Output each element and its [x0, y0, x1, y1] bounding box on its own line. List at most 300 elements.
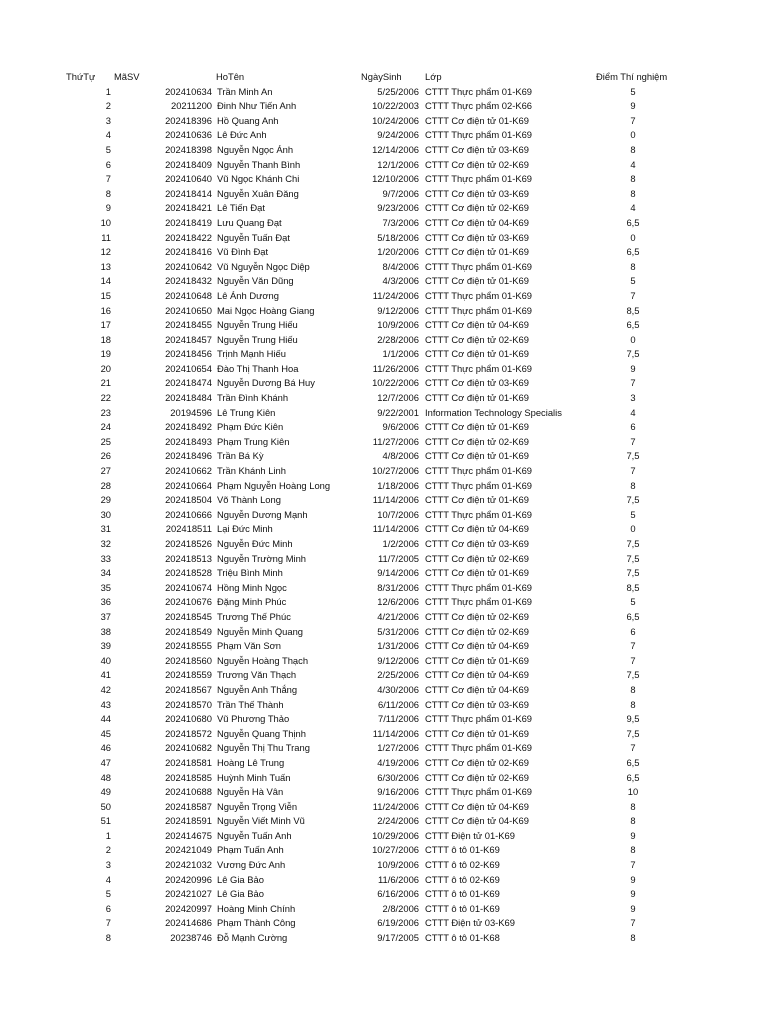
class-cell[interactable]: CTTT Cơ điện tử 04-K69	[425, 815, 529, 827]
date-of-birth-cell[interactable]: 12/7/2006	[377, 392, 419, 404]
lab-score-cell[interactable]: 7,5	[626, 727, 640, 739]
lab-score-cell[interactable]: 7	[630, 114, 636, 126]
lab-score-cell[interactable]: 6,5	[626, 319, 640, 331]
class-cell[interactable]: CTTT Thực phẩm 01-K69	[425, 304, 533, 316]
order-cell[interactable]: 45	[100, 727, 111, 739]
full-name-cell[interactable]: Mai Ngọc Hoàng Giang	[217, 304, 315, 316]
student-id-cell[interactable]: 202421027	[165, 888, 212, 900]
lab-score-cell[interactable]: 7,5	[626, 552, 640, 564]
date-of-birth-cell[interactable]: 10/7/2006	[377, 508, 419, 520]
order-cell[interactable]: 28	[100, 479, 111, 491]
class-cell[interactable]: CTTT Cơ điện tử 01-K69	[425, 727, 529, 739]
lab-score-cell[interactable]: 8	[630, 260, 636, 272]
lab-score-cell[interactable]: 6,5	[626, 216, 640, 228]
class-cell[interactable]: CTTT Cơ điện tử 04-K69	[425, 216, 529, 228]
student-id-cell[interactable]: 202414686	[165, 917, 212, 929]
full-name-cell[interactable]: Nguyễn Trọng Viễn	[217, 800, 298, 812]
date-of-birth-cell[interactable]: 10/9/2006	[377, 859, 419, 871]
full-name-cell[interactable]: Trần Bá Kỳ	[217, 450, 264, 462]
student-id-cell[interactable]: 202410688	[165, 786, 212, 798]
full-name-cell[interactable]: Nguyễn Thanh Bình	[217, 158, 301, 170]
class-cell[interactable]: CTTT Cơ điện tử 03-K69	[425, 187, 529, 199]
date-of-birth-cell[interactable]: 6/11/2006	[377, 698, 419, 710]
date-of-birth-cell[interactable]: 2/8/2006	[382, 902, 419, 914]
date-of-birth-cell[interactable]: 11/14/2006	[372, 727, 419, 739]
full-name-cell[interactable]: Vũ Phương Thảo	[217, 713, 290, 725]
full-name-cell[interactable]: Nguyễn Dương Bá Huy	[217, 377, 315, 389]
lab-score-cell[interactable]: 6,5	[626, 610, 640, 622]
date-of-birth-cell[interactable]: 11/24/2006	[372, 800, 419, 812]
lab-score-cell[interactable]: 6,5	[626, 771, 640, 783]
order-cell[interactable]: 31	[100, 523, 111, 535]
order-cell[interactable]: 1	[105, 829, 111, 841]
class-cell[interactable]: CTTT Thực phẩm 01-K69	[425, 465, 533, 477]
order-cell[interactable]: 24	[100, 421, 111, 433]
lab-score-cell[interactable]: 8	[630, 932, 636, 944]
order-cell[interactable]: 41	[100, 669, 111, 681]
date-of-birth-cell[interactable]: 9/22/2001	[377, 406, 419, 418]
date-of-birth-cell[interactable]: 4/30/2006	[377, 683, 419, 695]
order-cell[interactable]: 46	[100, 742, 111, 754]
class-cell[interactable]: CTTT ô tô 01-K69	[425, 888, 500, 900]
lab-score-cell[interactable]: 9	[630, 888, 636, 900]
student-id-cell[interactable]: 20194596	[170, 406, 212, 418]
full-name-cell[interactable]: Phạm Tuấn Anh	[217, 844, 284, 856]
student-id-cell[interactable]: 202418570	[165, 698, 212, 710]
order-cell[interactable]: 15	[100, 289, 111, 301]
full-name-cell[interactable]: Vũ Nguyễn Ngọc Diệp	[217, 260, 310, 272]
order-cell[interactable]: 42	[100, 683, 111, 695]
full-name-cell[interactable]: Nguyễn Hoàng Thạch	[217, 654, 309, 666]
student-id-cell[interactable]: 202418474	[165, 377, 212, 389]
student-id-cell[interactable]: 202410648	[165, 289, 212, 301]
student-id-cell[interactable]: 202418414	[165, 187, 212, 199]
date-of-birth-cell[interactable]: 9/16/2006	[377, 786, 419, 798]
class-cell[interactable]: CTTT Cơ điện tử 03-K69	[425, 231, 529, 243]
order-cell[interactable]: 19	[100, 348, 111, 360]
student-id-cell[interactable]: 202418526	[165, 538, 212, 549]
order-cell[interactable]: 9	[105, 202, 111, 214]
lab-score-cell[interactable]: 3	[630, 392, 636, 404]
class-cell[interactable]: CTTT Cơ điện tử 01-K69	[425, 392, 529, 404]
class-cell[interactable]: CTTT Thực phẩm 01-K69	[425, 713, 533, 725]
lab-score-cell[interactable]: 10	[627, 786, 639, 798]
date-of-birth-cell[interactable]: 1/1/2006	[382, 348, 419, 360]
order-cell[interactable]: 33	[100, 552, 111, 564]
student-id-cell[interactable]: 202418432	[165, 275, 212, 287]
class-cell[interactable]: CTTT Cơ điện tử 01-K69	[425, 494, 529, 506]
class-cell[interactable]: CTTT Cơ điện tử 03-K69	[425, 698, 529, 710]
lab-score-cell[interactable]: 5	[630, 275, 636, 287]
order-cell[interactable]: 4	[105, 873, 111, 885]
student-id-cell[interactable]: 202421049	[165, 844, 212, 856]
header-full-name[interactable]: HoTên	[216, 71, 245, 82]
order-cell[interactable]: 14	[100, 275, 111, 287]
lab-score-cell[interactable]: 6	[630, 421, 636, 433]
date-of-birth-cell[interactable]: 9/12/2006	[377, 304, 419, 316]
class-cell[interactable]: CTTT Thực phẩm 01-K69	[425, 129, 533, 141]
full-name-cell[interactable]: Phạm Đức Kiên	[217, 421, 284, 433]
order-cell[interactable]: 43	[100, 698, 111, 710]
date-of-birth-cell[interactable]: 12/14/2006	[372, 143, 419, 155]
lab-score-cell[interactable]: 9	[630, 829, 636, 841]
lab-score-cell[interactable]: 4	[630, 202, 636, 214]
date-of-birth-cell[interactable]: 1/18/2006	[377, 479, 419, 491]
class-cell[interactable]: CTTT Cơ điện tử 02-K69	[425, 158, 529, 170]
header-order[interactable]: ThứTự	[66, 71, 96, 82]
order-cell[interactable]: 21	[100, 377, 111, 389]
student-id-cell[interactable]: 202418457	[165, 333, 212, 345]
date-of-birth-cell[interactable]: 9/23/2006	[377, 202, 419, 214]
order-cell[interactable]: 2	[105, 844, 111, 856]
date-of-birth-cell[interactable]: 11/14/2006	[372, 494, 419, 506]
class-cell[interactable]: CTTT Cơ điện tử 02-K69	[425, 202, 529, 214]
order-cell[interactable]: 37	[100, 610, 111, 622]
class-cell[interactable]: CTTT Thực phẩm 01-K69	[425, 289, 533, 301]
full-name-cell[interactable]: Nguyễn Trung Hiếu	[217, 333, 298, 345]
class-cell[interactable]: CTTT Cơ điện tử 04-K69	[425, 523, 529, 535]
class-cell[interactable]: CTTT Thực phẩm 01-K69	[425, 596, 533, 608]
student-id-cell[interactable]: 202418511	[165, 523, 212, 535]
date-of-birth-cell[interactable]: 11/6/2006	[377, 873, 419, 885]
lab-score-cell[interactable]: 7	[630, 742, 636, 754]
student-id-cell[interactable]: 202410664	[165, 479, 212, 491]
student-id-cell[interactable]: 202418455	[165, 319, 212, 331]
student-id-cell[interactable]: 202410654	[165, 362, 212, 374]
class-cell[interactable]: CTTT Cơ điện tử 01-K69	[425, 275, 529, 287]
full-name-cell[interactable]: Lê Trung Kiên	[217, 406, 276, 418]
date-of-birth-cell[interactable]: 4/21/2006	[377, 610, 419, 622]
class-cell[interactable]: CTTT Cơ điện tử 03-K69	[425, 377, 529, 389]
order-cell[interactable]: 51	[100, 815, 111, 827]
order-cell[interactable]: 30	[100, 508, 111, 520]
full-name-cell[interactable]: Đặng Minh Phúc	[217, 596, 287, 608]
date-of-birth-cell[interactable]: 1/31/2006	[377, 640, 419, 652]
class-cell[interactable]: CTTT Cơ điện tử 02-K69	[425, 435, 529, 447]
student-id-cell[interactable]: 202418555	[165, 640, 212, 652]
lab-score-cell[interactable]: 7	[630, 640, 636, 652]
student-id-cell[interactable]: 202418493	[165, 435, 212, 447]
date-of-birth-cell[interactable]: 10/9/2006	[377, 319, 419, 331]
student-id-cell[interactable]: 202420997	[165, 902, 212, 914]
student-id-cell[interactable]: 202418581	[165, 756, 212, 768]
student-id-cell[interactable]: 202418513	[165, 552, 212, 564]
date-of-birth-cell[interactable]: 8/31/2006	[377, 581, 419, 593]
class-cell[interactable]: CTTT Thực phẩm 02-K66	[425, 100, 533, 112]
full-name-cell[interactable]: Trần Minh An	[217, 85, 273, 97]
order-cell[interactable]: 25	[100, 435, 111, 447]
lab-score-cell[interactable]: 8	[630, 479, 636, 491]
date-of-birth-cell[interactable]: 5/18/2006	[377, 231, 419, 243]
class-cell[interactable]: CTTT Điện tử 03-K69	[425, 917, 515, 929]
date-of-birth-cell[interactable]: 4/19/2006	[377, 756, 419, 768]
lab-score-cell[interactable]: 9	[630, 100, 636, 112]
date-of-birth-cell[interactable]: 6/16/2006	[377, 888, 419, 900]
student-id-cell[interactable]: 202410634	[165, 85, 212, 97]
date-of-birth-cell[interactable]: 11/7/2005	[377, 552, 419, 564]
class-cell[interactable]: CTTT Cơ điện tử 04-K69	[425, 683, 529, 695]
full-name-cell[interactable]: Lê Tiến Đạt	[217, 202, 265, 214]
student-id-cell[interactable]: 202410676	[165, 596, 212, 608]
student-id-cell[interactable]: 202418456	[165, 348, 212, 360]
full-name-cell[interactable]: Phạm Văn Sơn	[217, 640, 281, 652]
order-cell[interactable]: 2	[105, 100, 111, 112]
order-cell[interactable]: 29	[100, 494, 111, 506]
date-of-birth-cell[interactable]: 1/27/2006	[377, 742, 419, 754]
order-cell[interactable]: 47	[100, 756, 111, 768]
order-cell[interactable]: 7	[105, 173, 111, 185]
full-name-cell[interactable]: Võ Thành Long	[217, 494, 281, 506]
order-cell[interactable]: 23	[100, 406, 111, 418]
order-cell[interactable]: 35	[100, 581, 111, 593]
order-cell[interactable]: 36	[100, 596, 111, 608]
order-cell[interactable]: 16	[100, 304, 111, 316]
full-name-cell[interactable]: Nguyễn Dương Mạnh	[217, 508, 308, 520]
full-name-cell[interactable]: Phạm Trung Kiên	[217, 435, 290, 447]
lab-score-cell[interactable]: 7,5	[626, 538, 640, 549]
student-id-cell[interactable]: 202418567	[165, 683, 212, 695]
student-id-cell[interactable]: 202421032	[165, 859, 212, 871]
class-cell[interactable]: CTTT Thực phẩm 01-K69	[425, 173, 533, 185]
student-id-cell[interactable]: 202410636	[165, 129, 212, 141]
student-id-cell[interactable]: 202418396	[165, 114, 212, 126]
lab-score-cell[interactable]: 8	[630, 683, 636, 695]
lab-score-cell[interactable]: 7,5	[626, 494, 640, 506]
class-cell[interactable]: CTTT Điện tử 01-K69	[425, 829, 515, 841]
full-name-cell[interactable]: Hoàng Lê Trung	[217, 756, 285, 768]
order-cell[interactable]: 1	[105, 85, 111, 97]
full-name-cell[interactable]: Nguyễn Hà Vân	[217, 786, 284, 798]
header-student-id[interactable]: MãSV	[114, 71, 140, 82]
class-cell[interactable]: CTTT Cơ điện tử 01-K69	[425, 567, 529, 579]
lab-score-cell[interactable]: 4	[630, 406, 636, 418]
date-of-birth-cell[interactable]: 12/1/2006	[377, 158, 419, 170]
order-cell[interactable]: 8	[105, 932, 111, 944]
full-name-cell[interactable]: Trương Thế Phúc	[217, 610, 291, 622]
student-id-cell[interactable]: 202418545	[165, 610, 212, 622]
order-cell[interactable]: 20	[100, 362, 111, 374]
class-cell[interactable]: CTTT Cơ điện tử 01-K69	[425, 450, 529, 462]
class-cell[interactable]: CTTT Cơ điện tử 01-K69	[425, 421, 529, 433]
full-name-cell[interactable]: Nguyễn Trung Hiếu	[217, 319, 298, 331]
student-id-cell[interactable]: 202410642	[165, 260, 212, 272]
date-of-birth-cell[interactable]: 9/6/2006	[382, 421, 419, 433]
student-id-cell[interactable]: 202414675	[165, 829, 212, 841]
full-name-cell[interactable]: Nguyễn Đức Minh	[217, 538, 293, 549]
date-of-birth-cell[interactable]: 6/30/2006	[377, 771, 419, 783]
full-name-cell[interactable]: Trương Văn Thạch	[217, 669, 297, 681]
student-id-cell[interactable]: 202418572	[165, 727, 212, 739]
date-of-birth-cell[interactable]: 11/14/2006	[372, 523, 419, 535]
lab-score-cell[interactable]: 8	[630, 815, 636, 827]
student-id-cell[interactable]: 202418398	[165, 143, 212, 155]
full-name-cell[interactable]: Phạm Nguyễn Hoàng Long	[217, 479, 331, 491]
student-id-cell[interactable]: 202410682	[165, 742, 212, 754]
full-name-cell[interactable]: Nguyễn Viết Minh Vũ	[217, 815, 305, 827]
date-of-birth-cell[interactable]: 7/3/2006	[382, 216, 419, 228]
class-cell[interactable]: CTTT Cơ điện tử 04-K69	[425, 800, 529, 812]
order-cell[interactable]: 3	[105, 114, 111, 126]
class-cell[interactable]: CTTT Thực phẩm 01-K69	[425, 479, 533, 491]
class-cell[interactable]: CTTT ô tô 02-K69	[425, 859, 500, 871]
student-id-cell[interactable]: 202418587	[165, 800, 212, 812]
full-name-cell[interactable]: Triệu Bình Minh	[217, 567, 283, 579]
lab-score-cell[interactable]: 7,5	[626, 669, 640, 681]
lab-score-cell[interactable]: 8	[630, 844, 636, 856]
lab-score-cell[interactable]: 8	[630, 143, 636, 155]
full-name-cell[interactable]: Trần Khánh Linh	[217, 465, 286, 477]
class-cell[interactable]: CTTT Cơ điện tử 01-K69	[425, 654, 529, 666]
class-cell[interactable]: CTTT ô tô 02-K69	[425, 873, 500, 885]
lab-score-cell[interactable]: 6	[630, 625, 636, 637]
full-name-cell[interactable]: Nguyễn Anh Thắng	[217, 683, 298, 695]
order-cell[interactable]: 10	[100, 216, 111, 228]
lab-score-cell[interactable]: 8	[630, 173, 636, 185]
student-id-cell[interactable]: 202418560	[165, 654, 212, 666]
student-id-cell[interactable]: 202418419	[165, 216, 212, 228]
full-name-cell[interactable]: Huỳnh Minh Tuấn	[217, 771, 291, 783]
full-name-cell[interactable]: Vũ Ngọc Khánh Chi	[217, 173, 300, 185]
class-cell[interactable]: CTTT Thực phẩm 01-K69	[425, 260, 533, 272]
class-cell[interactable]: CTTT Cơ điện tử 01-K69	[425, 246, 529, 258]
lab-score-cell[interactable]: 5	[630, 508, 636, 520]
lab-score-cell[interactable]: 6,5	[626, 756, 640, 768]
class-cell[interactable]: CTTT Cơ điện tử 04-K69	[425, 640, 529, 652]
student-id-cell[interactable]: 202418591	[165, 815, 212, 827]
order-cell[interactable]: 3	[105, 859, 111, 871]
full-name-cell[interactable]: Trần Thế Thành	[217, 698, 284, 710]
class-cell[interactable]: CTTT Cơ điện tử 02-K69	[425, 771, 529, 783]
lab-score-cell[interactable]: 0	[630, 523, 636, 535]
class-cell[interactable]: CTTT Thực phẩm 01-K69	[425, 581, 533, 593]
header-lab-score[interactable]: Điểm Thí nghiệm	[596, 71, 668, 82]
full-name-cell[interactable]: Nguyễn Văn Dũng	[217, 275, 294, 287]
date-of-birth-cell[interactable]: 4/8/2006	[382, 450, 419, 462]
order-cell[interactable]: 38	[100, 625, 111, 637]
class-cell[interactable]: CTTT Thực phẩm 01-K69	[425, 742, 533, 754]
date-of-birth-cell[interactable]: 11/27/2006	[372, 435, 419, 447]
date-of-birth-cell[interactable]: 10/22/2006	[372, 377, 419, 389]
lab-score-cell[interactable]: 0	[630, 231, 636, 243]
date-of-birth-cell[interactable]: 9/7/2006	[382, 187, 419, 199]
lab-score-cell[interactable]: 7	[630, 917, 636, 929]
full-name-cell[interactable]: Đào Thị Thanh Hoa	[217, 362, 299, 374]
lab-score-cell[interactable]: 7	[630, 435, 636, 447]
lab-score-cell[interactable]: 0	[630, 333, 636, 345]
student-id-cell[interactable]: 202418492	[165, 421, 212, 433]
order-cell[interactable]: 6	[105, 158, 111, 170]
class-cell[interactable]: CTTT Cơ điện tử 04-K69	[425, 669, 529, 681]
student-id-cell[interactable]: 202418528	[165, 567, 212, 579]
order-cell[interactable]: 49	[100, 786, 111, 798]
full-name-cell[interactable]: Nguyễn Trường Minh	[217, 552, 307, 564]
order-cell[interactable]: 44	[100, 713, 111, 725]
date-of-birth-cell[interactable]: 9/17/2005	[377, 932, 419, 944]
lab-score-cell[interactable]: 7	[630, 859, 636, 871]
class-cell[interactable]: CTTT Cơ điện tử 02-K69	[425, 625, 529, 637]
student-id-cell[interactable]: 202418559	[165, 669, 212, 681]
lab-score-cell[interactable]: 5	[630, 85, 636, 97]
lab-score-cell[interactable]: 7	[630, 289, 636, 301]
full-name-cell[interactable]: Lê Gia Bảo	[217, 888, 264, 900]
lab-score-cell[interactable]: 7	[630, 654, 636, 666]
date-of-birth-cell[interactable]: 10/29/2006	[372, 829, 419, 841]
class-cell[interactable]: CTTT Thực phẩm 01-K69	[425, 786, 533, 798]
date-of-birth-cell[interactable]: 8/4/2006	[382, 260, 419, 272]
lab-score-cell[interactable]: 9	[630, 873, 636, 885]
full-name-cell[interactable]: Nguyễn Ngọc Ánh	[217, 143, 294, 155]
order-cell[interactable]: 5	[105, 143, 111, 155]
order-cell[interactable]: 5	[105, 888, 111, 900]
full-name-cell[interactable]: Nguyễn Minh Quang	[217, 625, 303, 637]
student-id-cell[interactable]: 20238746	[170, 932, 212, 944]
date-of-birth-cell[interactable]: 12/6/2006	[377, 596, 419, 608]
full-name-cell[interactable]: Trần Đình Khánh	[217, 392, 289, 404]
student-id-cell[interactable]: 202418496	[165, 450, 212, 462]
full-name-cell[interactable]: Nguyễn Tuấn Đạt	[217, 231, 290, 243]
class-cell[interactable]: CTTT Cơ điện tử 02-K69	[425, 552, 529, 564]
order-cell[interactable]: 40	[100, 654, 111, 666]
date-of-birth-cell[interactable]: 5/31/2006	[377, 625, 419, 637]
class-cell[interactable]: CTTT Cơ điện tử 04-K69	[425, 319, 529, 331]
full-name-cell[interactable]: Hồ Quang Anh	[217, 114, 279, 126]
date-of-birth-cell[interactable]: 2/28/2006	[377, 333, 419, 345]
date-of-birth-cell[interactable]: 10/27/2006	[372, 844, 419, 856]
student-id-cell[interactable]: 202410674	[165, 581, 212, 593]
class-cell[interactable]: CTTT Cơ điện tử 02-K69	[425, 756, 529, 768]
lab-score-cell[interactable]: 7	[630, 465, 636, 477]
full-name-cell[interactable]: Trịnh Mạnh Hiếu	[217, 348, 286, 360]
order-cell[interactable]: 12	[100, 246, 111, 258]
date-of-birth-cell[interactable]: 7/11/2006	[377, 713, 419, 725]
date-of-birth-cell[interactable]: 5/25/2006	[377, 85, 419, 97]
order-cell[interactable]: 13	[100, 260, 111, 272]
full-name-cell[interactable]: Lê Đức Anh	[217, 129, 267, 141]
full-name-cell[interactable]: Hồng Minh Ngọc	[217, 581, 287, 593]
student-id-cell[interactable]: 202418504	[165, 494, 212, 506]
lab-score-cell[interactable]: 0	[630, 129, 636, 141]
full-name-cell[interactable]: Nguyễn Tuấn Anh	[217, 829, 292, 841]
lab-score-cell[interactable]: 8	[630, 698, 636, 710]
class-cell[interactable]: CTTT ô tô 01-K69	[425, 902, 500, 914]
date-of-birth-cell[interactable]: 2/25/2006	[377, 669, 419, 681]
lab-score-cell[interactable]: 7,5	[626, 567, 640, 579]
lab-score-cell[interactable]: 5	[630, 596, 636, 608]
student-id-cell[interactable]: 202410650	[165, 304, 212, 316]
header-date-of-birth[interactable]: NgàySinh	[361, 71, 402, 82]
order-cell[interactable]: 48	[100, 771, 111, 783]
date-of-birth-cell[interactable]: 9/24/2006	[377, 129, 419, 141]
date-of-birth-cell[interactable]: 10/27/2006	[372, 465, 419, 477]
lab-score-cell[interactable]: 7	[630, 377, 636, 389]
full-name-cell[interactable]: Lưu Quang Đạt	[217, 216, 282, 228]
order-cell[interactable]: 18	[100, 333, 111, 345]
order-cell[interactable]: 50	[100, 800, 111, 812]
lab-score-cell[interactable]: 8	[630, 187, 636, 199]
full-name-cell[interactable]: Phạm Thành Công	[217, 917, 296, 929]
lab-score-cell[interactable]: 8	[630, 800, 636, 812]
class-cell[interactable]: CTTT Cơ điện tử 02-K69	[425, 333, 529, 345]
student-id-cell[interactable]: 202410662	[165, 465, 212, 477]
date-of-birth-cell[interactable]: 1/2/2006	[382, 538, 419, 549]
student-id-cell[interactable]: 202418585	[165, 771, 212, 783]
order-cell[interactable]: 17	[100, 319, 111, 331]
order-cell[interactable]: 26	[100, 450, 111, 462]
date-of-birth-cell[interactable]: 10/22/2003	[372, 100, 419, 112]
date-of-birth-cell[interactable]: 1/20/2006	[377, 246, 419, 258]
order-cell[interactable]: 11	[101, 231, 111, 243]
full-name-cell[interactable]: Nguyễn Xuân Đăng	[217, 187, 299, 199]
